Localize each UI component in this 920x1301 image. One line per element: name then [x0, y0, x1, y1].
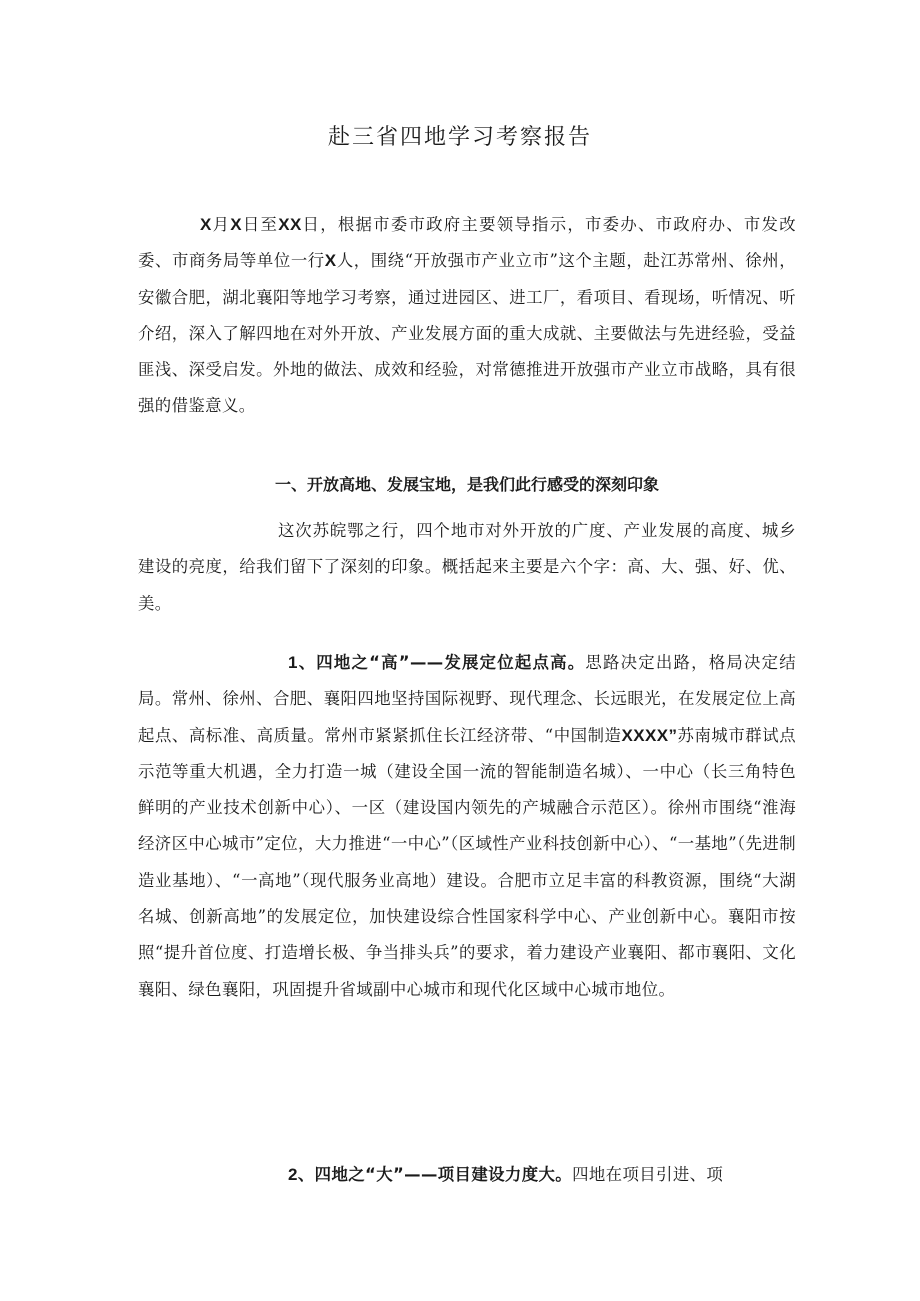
document-title: 赴三省四地学习考察报告: [327, 125, 592, 150]
item-1-paragraph: [138, 645, 796, 1008]
section-1-paragraph: 这次苏皖鄂之行，四个地市对外开放的广度、产业发展的高度、城乡建设的亮度，给我们留下了深刻的印象。概括起来主要是六个字：高、大、强、好、优、美。: [138, 521, 796, 613]
item-2-text: 四地在项目引进、项: [572, 1165, 724, 1184]
intro-text-1: 月: [211, 215, 231, 234]
item-2-paragraph: [138, 1157, 796, 1193]
item-2-heading: 、四地之“大”——项目建设力度大。: [297, 1165, 573, 1184]
section-1-heading: 一、开放高地、发展宝地，是我们此行感受的深刻印象: [274, 475, 659, 494]
item-1-heading: 、四地之“高”——发展定位起点高。: [297, 653, 586, 672]
intro-day-end: XX: [278, 215, 302, 234]
intro-count: X: [324, 251, 337, 271]
item-1-text-b: 苏南城市群试点示范等重大机遇，全力打造一城（建设全国一流的智能制造名城）、一中心（长三角特色鲜明的产业技术创新中心）、一区（建设国内领先的产城融合示范区）。徐州市围绕“淮海经济区中心城市”定位，大力推进“一中心”（区域性产业科技创新中心）、“一基地”（先进制造业基地）、“一高地”（现代服务业高地）建设。合肥市立足丰富的科教资源，围绕“大湖名城、创新高地”的发展定位，加快建设综合性国家科学中心、产业创新中心。襄阳市按照“提升首位度、打造增长极、争当排头兵”的要求，着力建设产业襄阳、都市襄阳、文化襄阳、绿色襄阳，巩固提升省域副中心城市和现代化区域中心城市地位。: [138, 725, 796, 999]
intro-text-2: 日至: [242, 215, 279, 234]
intro-paragraph: [138, 207, 796, 425]
item-1-code: XXXX”: [621, 725, 678, 745]
intro-day: X: [230, 215, 243, 234]
item-1-text-a: 思路决定出路，格局决定结局。常州、徐州、合肥、襄阳四地坚持国际视野、现代理念、长远眼光，在发展定位上高起点、高标准、高质量。常州市紧紧抓住长江经济带、“中国制造: [138, 653, 796, 745]
item-1-number: 1: [288, 653, 298, 672]
item-2-number: 2: [288, 1165, 298, 1184]
intro-text-4: 人，围绕“开放强市产业立市”这个主题，赴江苏常州、徐州，安徽合肥，湖北襄阳等地学习考察，通过进园区、进工厂，看项目、看现场，听情况、听介绍，深入了解四地在对外开放、产业发展方面的重大成就、主要做法与先进经验，受益匪浅、深受启发。外地的做法、成效和经验，对常德推进开放强市产业立市战略，具有很强的借鉴意义。: [138, 251, 796, 416]
intro-text-3: 日，根据市委市政府主要领导指示，市委办、市政府办、市发改委、市商务局等单位一行: [138, 215, 796, 271]
intro-month: X: [200, 215, 212, 234]
